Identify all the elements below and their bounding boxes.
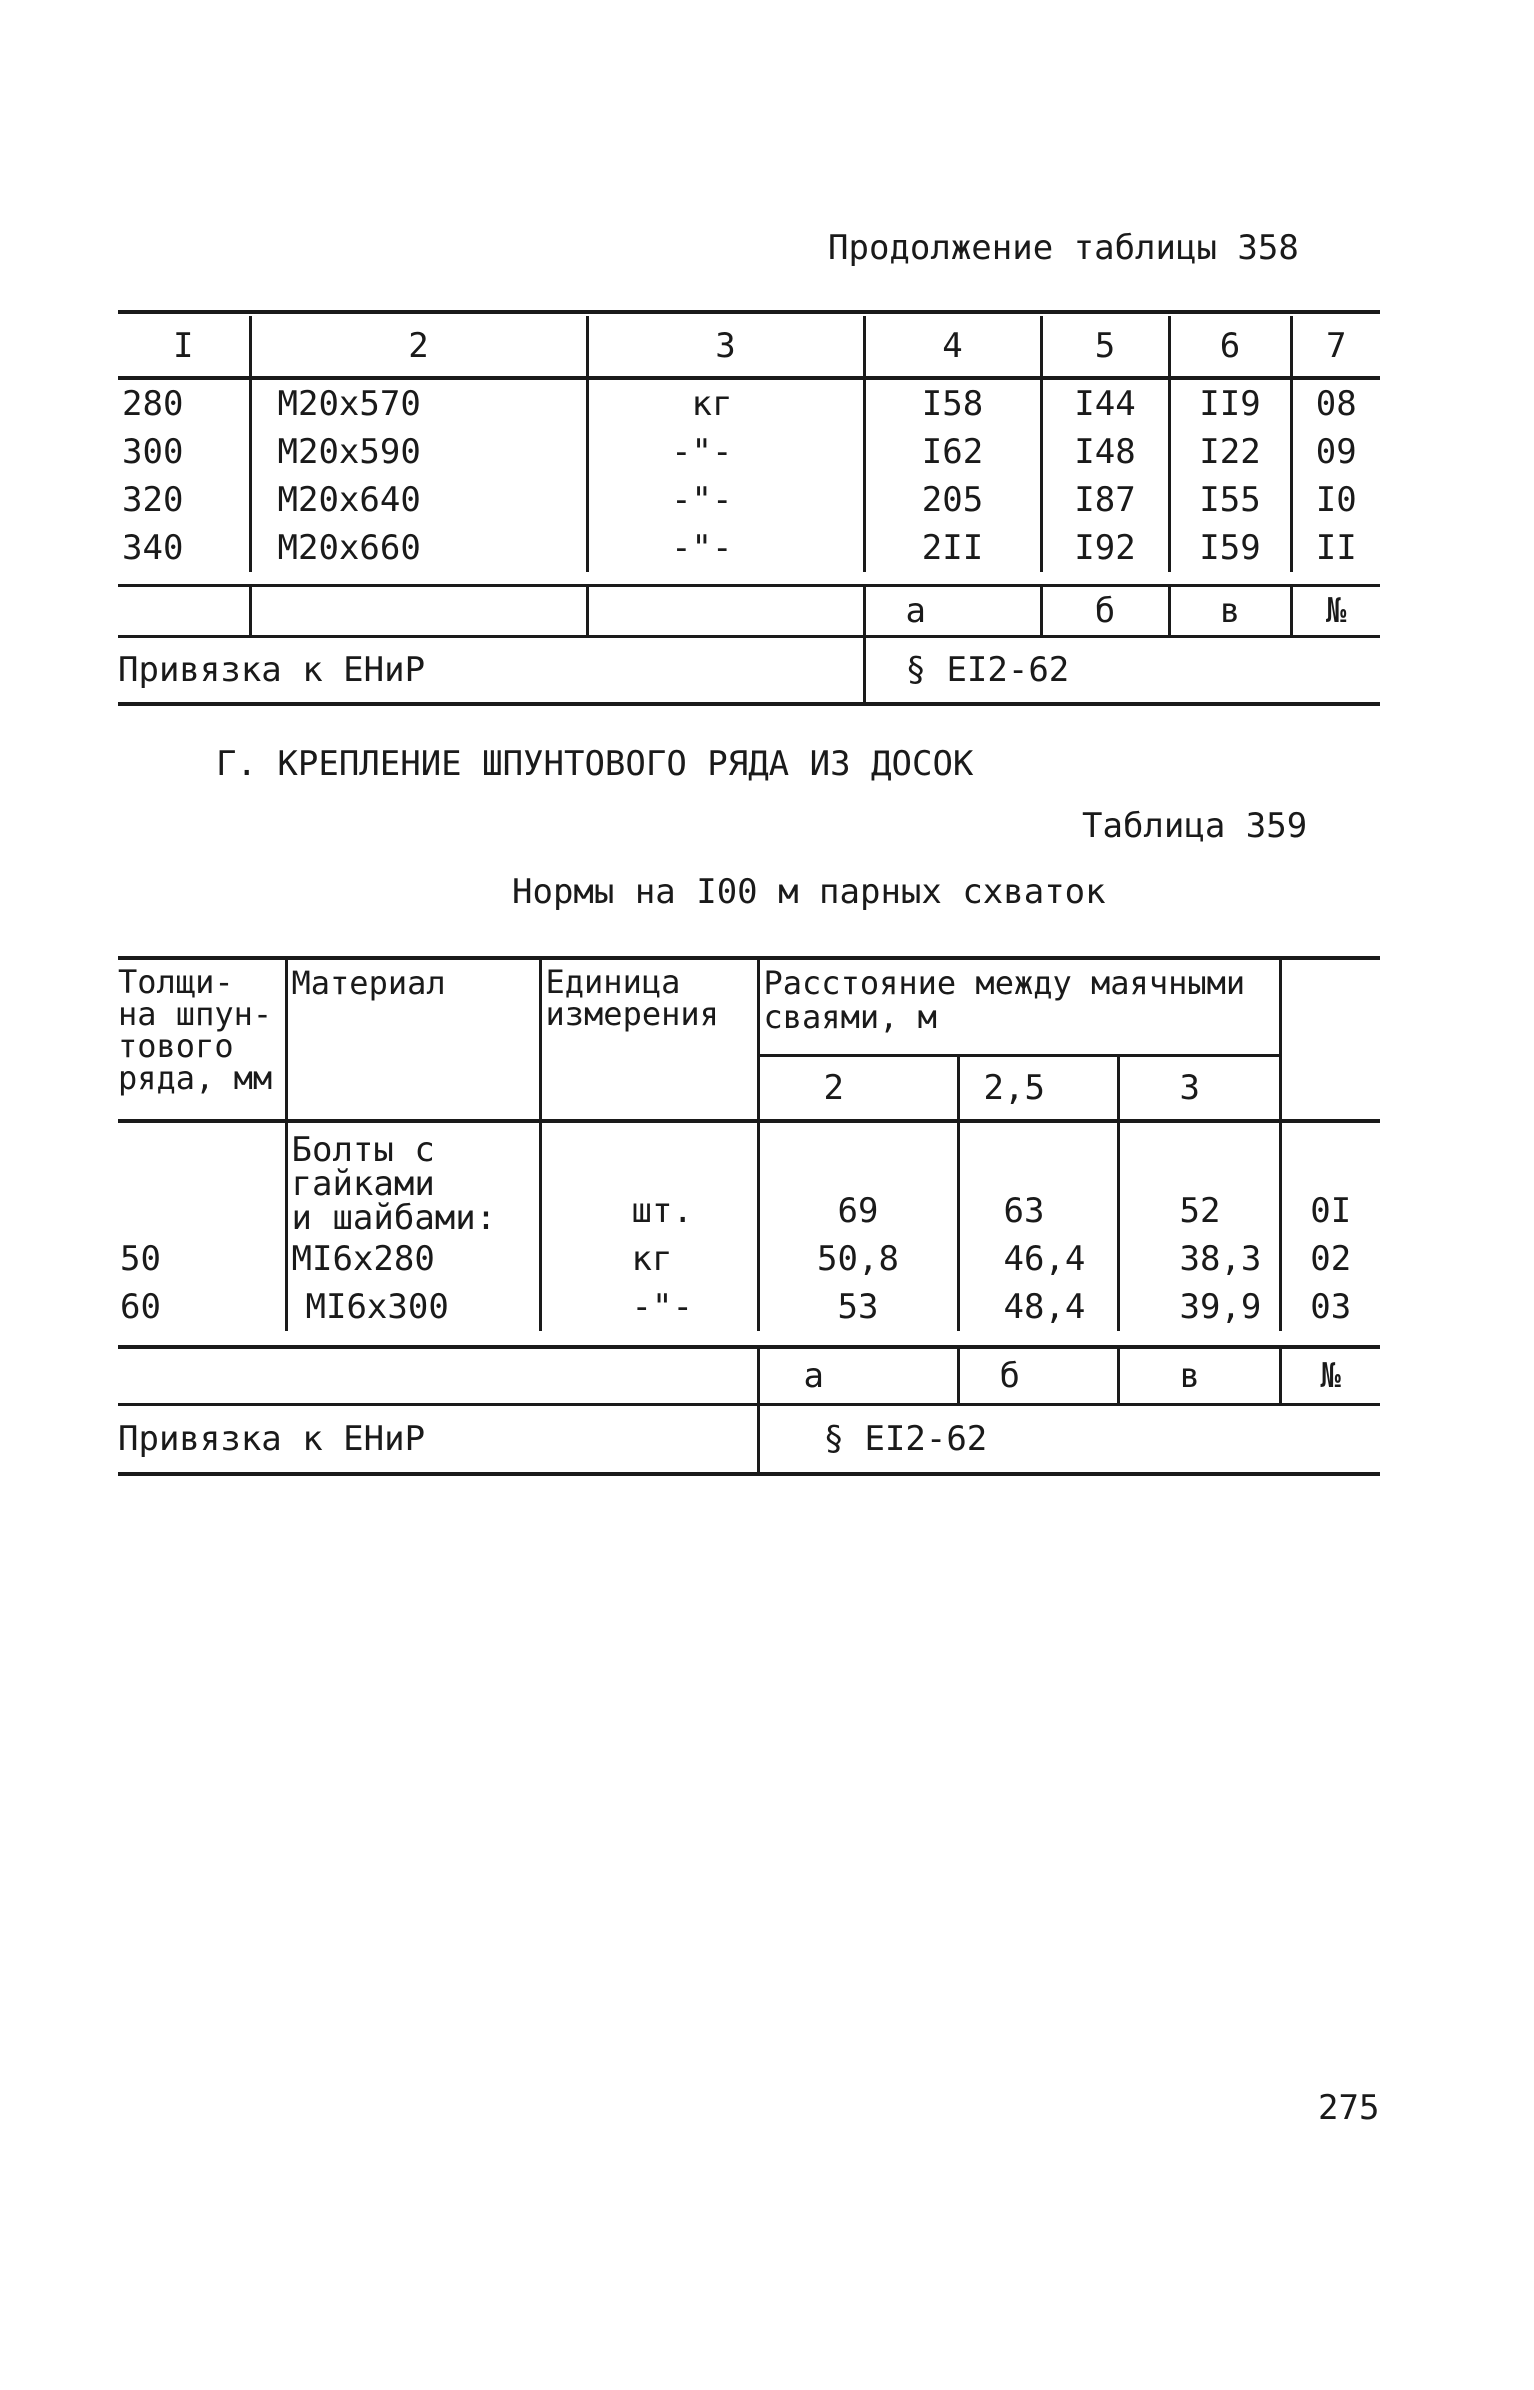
cell: I55 <box>1169 476 1291 524</box>
footer-letter: б <box>958 1347 1118 1405</box>
cell-value: 48,4 <box>958 1283 1118 1331</box>
cell: -"- <box>587 428 864 476</box>
table-row <box>118 428 1380 476</box>
cell-value: 39,9 <box>1118 1283 1280 1331</box>
cell-value: 63 <box>958 1123 1118 1235</box>
cell-unit: -"- <box>540 1283 758 1331</box>
table-row <box>118 1123 1380 1235</box>
header-cell: 3 <box>587 316 864 378</box>
cell: I44 <box>1041 380 1169 428</box>
cell-thickness <box>118 1123 286 1235</box>
header-cell: 2 <box>250 316 587 378</box>
cell: -"- <box>587 524 864 572</box>
header-cell: 4 <box>864 316 1041 378</box>
cell-thickness: 60 <box>118 1283 286 1331</box>
subheader-cell: 3 <box>1118 1056 1280 1122</box>
binding-label: Привязка к ЕНиР <box>118 1405 758 1475</box>
cell: I48 <box>1041 428 1169 476</box>
subheader-cell: 2,5 <box>958 1056 1118 1122</box>
header-cell: 5 <box>1041 316 1169 378</box>
cell: 205 <box>864 476 1041 524</box>
binding-row <box>118 637 1380 705</box>
cell: 08 <box>1315 384 1357 424</box>
cell: -"- <box>587 476 864 524</box>
table-row <box>118 1283 1380 1331</box>
table-358-header-row <box>118 316 1380 378</box>
table-358 <box>118 316 1380 706</box>
header-material: Материал <box>286 958 540 1121</box>
binding-row <box>118 1405 1380 1475</box>
binding-value: § ЕI2-62 <box>823 1419 988 1459</box>
header-unit: Единица измерения <box>540 958 758 1121</box>
cell: М20х640 <box>250 476 587 524</box>
cell: 280 <box>118 380 250 428</box>
subheader-cell: 2 <box>758 1056 958 1122</box>
cell: 320 <box>118 476 250 524</box>
footer-letters-row <box>118 586 1380 637</box>
cell-material: МI6х280 <box>286 1235 540 1283</box>
cell: I58 <box>864 380 1041 428</box>
cell: М20х570 <box>250 380 587 428</box>
cell-value: 52 <box>1118 1123 1280 1235</box>
footer-letter: в <box>1169 586 1291 637</box>
header-thickness: Толщи- на шпун- тового ряда, мм <box>118 958 286 1121</box>
cell-value: 50,8 <box>758 1235 958 1283</box>
cell: кг <box>587 380 864 428</box>
table-359 <box>118 956 1380 1476</box>
cell-unit: шт. <box>540 1123 758 1235</box>
binding-label: Привязка к ЕНиР <box>118 637 864 705</box>
cell-material: Болты с гайками и шайбами: <box>286 1123 540 1235</box>
table-359-header-row <box>118 958 1380 1056</box>
cell-value: 38,3 <box>1118 1235 1280 1283</box>
header-cell: 6 <box>1169 316 1291 378</box>
cell: II <box>1315 528 1357 568</box>
table-row <box>118 524 1380 572</box>
footer-letter: а <box>758 1347 958 1405</box>
footer-letter: № <box>1320 1356 1341 1396</box>
footer-letter: в <box>1118 1347 1280 1405</box>
cell: I0 <box>1315 480 1357 520</box>
cell: 300 <box>118 428 250 476</box>
cell: М20х590 <box>250 428 587 476</box>
footer-letter: а <box>864 586 1041 637</box>
table-row <box>118 380 1380 428</box>
cell-material: МI6х300 <box>286 1283 540 1331</box>
header-cell: 7 <box>1326 326 1347 366</box>
table-359-title: Нормы на I00 м парных схваток <box>512 872 1106 912</box>
cell-thickness: 50 <box>118 1235 286 1283</box>
cell-num: 02 <box>1310 1239 1352 1279</box>
cell: I22 <box>1169 428 1291 476</box>
cell-num: 0I <box>1310 1191 1352 1231</box>
cell: 09 <box>1315 432 1357 472</box>
footer-letter: б <box>1041 586 1169 637</box>
table-359-number: Таблица 359 <box>1082 806 1308 846</box>
table-row <box>118 476 1380 524</box>
table-358-caption: Продолжение таблицы 358 <box>828 228 1299 268</box>
header-cell: I <box>118 316 250 378</box>
cell-unit: кг <box>540 1235 758 1283</box>
cell: 2II <box>864 524 1041 572</box>
footer-letter: № <box>1326 591 1347 631</box>
header-distance: Расстояние между маячными сваями, м <box>758 958 1280 1056</box>
cell: I92 <box>1041 524 1169 572</box>
cell: I62 <box>864 428 1041 476</box>
cell-value: 69 <box>758 1123 958 1235</box>
cell: М20х660 <box>250 524 587 572</box>
page-number: 275 <box>1318 2088 1380 2128</box>
cell-num: 03 <box>1310 1287 1352 1327</box>
cell: II9 <box>1169 380 1291 428</box>
cell: I87 <box>1041 476 1169 524</box>
cell-value: 53 <box>758 1283 958 1331</box>
table-row <box>118 1235 1380 1283</box>
section-title: Г. КРЕПЛЕНИЕ ШПУНТОВОГО РЯДА ИЗ ДОСОК <box>216 744 974 784</box>
cell: I59 <box>1169 524 1291 572</box>
cell-value: 46,4 <box>958 1235 1118 1283</box>
cell: 340 <box>118 524 250 572</box>
binding-value: § ЕI2-62 <box>905 650 1070 690</box>
footer-letters-row <box>118 1347 1380 1405</box>
